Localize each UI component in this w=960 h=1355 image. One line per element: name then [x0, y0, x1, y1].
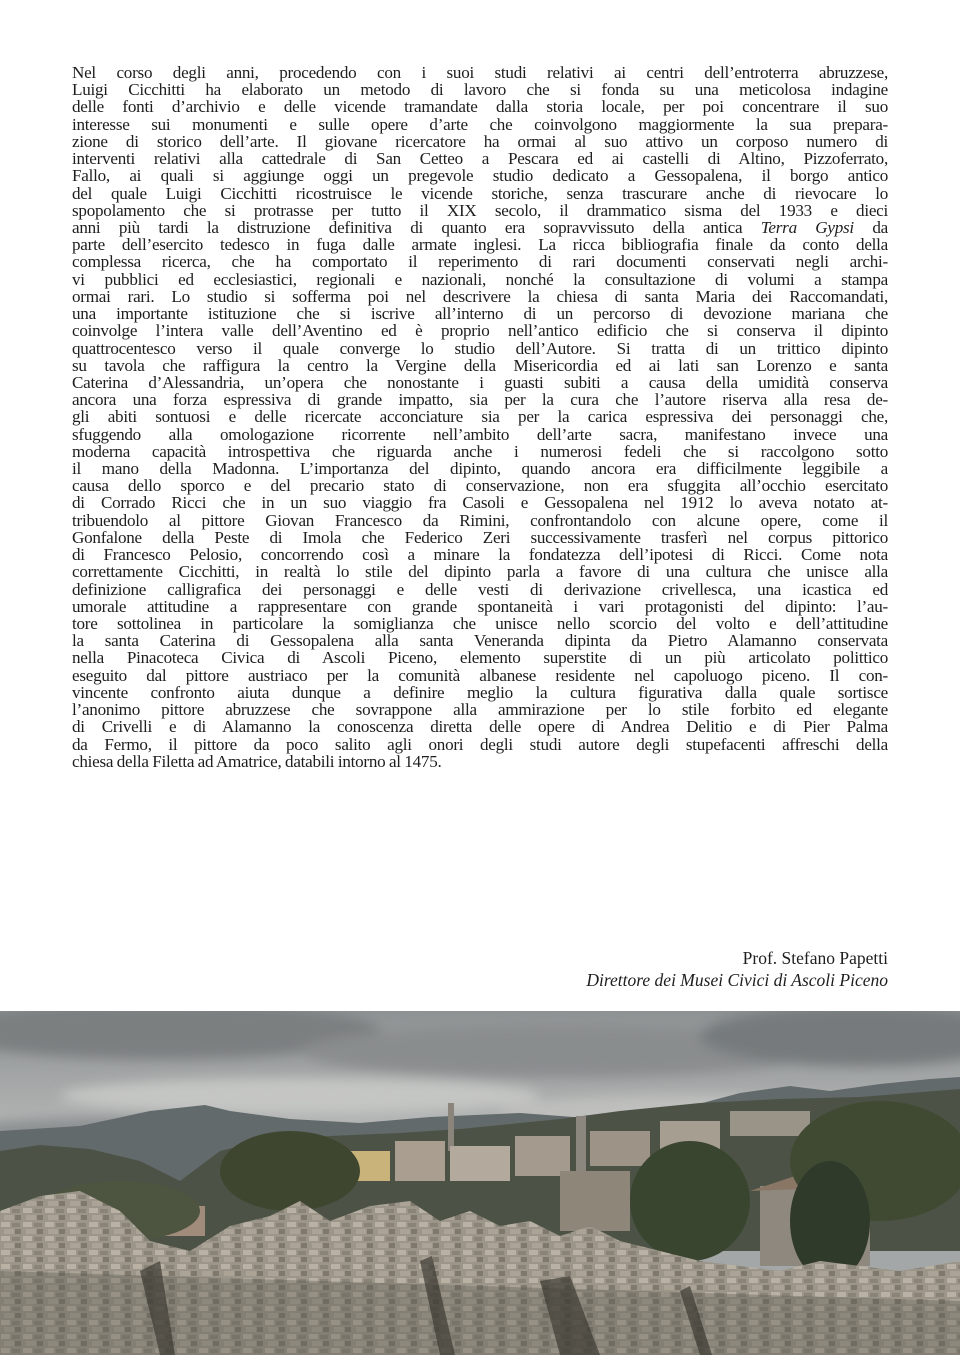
- text-line: Nel corso degli anni, procedendo con i suoi studi relativi ai centri dell’entroterra abruzzese,: [72, 63, 888, 82]
- text-line: zione di storico dell’arte. Il giovane ricercatore ha ormai al suo attivo un corposo numero di: [72, 131, 888, 151]
- text-line: Luigi Cicchitti ha elaborato un metodo di lavoro che si fonda su una meticolosa indagine: [72, 80, 888, 100]
- text-line: quattrocentesco verso il quale converge lo studio dell’Autore. Si tratta di un trittico dipinto: [72, 338, 888, 358]
- text-line: eseguito dal pittore austriaco per la comunità albanese residente nel capoluogo piceno. Il con-: [72, 665, 888, 685]
- text-line: vincente confronto aiuta dunque a definire meglio la cultura figurativa dalla quale sortisce: [72, 682, 888, 702]
- text-line: tore sottolinea in particolare la somiglianza che unisce nello scorcio del volto e dell’attitudine: [72, 614, 888, 633]
- text-line: Fallo, ai quali si aggiunge oggi un pregevole studio dedicato a Gessopalena, il borgo antico: [72, 166, 888, 186]
- text-line: causa dello sporco e del precario stato di conservazione, non era sfuggita all’occhio esercitato: [72, 476, 888, 496]
- text-line: umorale attitudine a rappresentare con grande spontaneità i vari protagonisti del dipinto: l’au-: [72, 596, 888, 616]
- text-line: il mano della Madonna. L’importanza del dipinto, quando ancora era difficilmente leggibile a: [72, 459, 888, 479]
- text-line: l’anonimo pittore abruzzese che sovrappone alla ammirazione per lo stile forbito ed elegante: [72, 700, 888, 720]
- text-line: interventi relativi alla cattedrale di San Cetteo a Pescara ed ai castelli di Altino, Pizzoferrato,: [72, 149, 888, 169]
- text-line: parte dell’esercito tedesco in fuga dalle armate inglesi. La ricca bibliografia finale da conto della: [72, 235, 888, 255]
- text-line: una importante istituzione che si iscrive all’interno di un percorso di devozione mariana che: [72, 304, 888, 324]
- text-line: su tavola che raffigura la centro la Vergine della Misericordia ed ai lati san Lorenzo e santa: [72, 355, 888, 375]
- text-line: definizione calligrafica dei personaggi e delle vesti di derivazione crivellesca, una icastica ed: [72, 579, 888, 599]
- text-line: tribuendolo al pittore Giovan Francesco da Rimini, confrontandolo con alcune opere, come il: [72, 510, 888, 530]
- text-line: ormai rari. Lo studio si sofferma poi nel descrivere la chiesa di santa Maria dei Raccomandati,: [72, 286, 888, 306]
- text-line: sfuggendo alla omologazione ricorrente nell’ambito dell’arte sacra, manifestano invece una: [72, 424, 888, 444]
- text-line: Caterina d’Alessandria, un’opera che nonostante i guasti subiti a causa della umidità conserva: [72, 372, 888, 392]
- text-line: di Crivelli e di Alamanno la conoscenza diretta delle opere di Andrea Delitio e di Pier Palma: [72, 717, 888, 737]
- article-body: [72, 64, 888, 770]
- text-segment: da: [853, 217, 888, 237]
- text-segment: anni più tardi la distruzione definitiva di quanto era sopravvissuto della antica: [72, 217, 761, 237]
- text-line: del quale Luigi Cicchitti ricostruisce le vicende storiche, senza trascurare anche di rievocare lo: [72, 183, 888, 203]
- text-line: chiesa della Filetta ad Amatrice, databili intorno al 1475.: [72, 751, 442, 771]
- text-line: di Francesco Pelosio, concorrendo così a minare la fondatezza dell’ipotesi di Ricci. Come nota: [72, 545, 888, 565]
- text-line: nella Pinacoteca Civica di Ascoli Piceno, elemento superstite di un più articolato polittico: [72, 648, 888, 668]
- signature-role: Direttore dei Musei Civici di Ascoli Piceno: [586, 970, 888, 990]
- text-line: ancora una forza espressiva di grande impatto, sia per la cura che l’autore riserva alla resa de-: [72, 390, 888, 410]
- text-line: interesse sui monumenti e sulle opere d’arte che coinvolgono maggiormente la sua prepara-: [72, 114, 888, 134]
- text-line: da Fermo, il pittore da poco salito agli onori degli studi autore degli stupefacenti affreschi della: [72, 734, 888, 754]
- text-line: vi pubblici ed ecclesiastici, regionali e nazionali, nonché la consultazione di volumi a stampa: [72, 269, 888, 289]
- text-line: la santa Caterina di Gessopalena alla santa Veneranda dipinta da Pietro Alamanno conservata: [72, 631, 888, 651]
- landscape-photo: [0, 1011, 960, 1355]
- landscape-photo-illustration: [0, 1011, 960, 1355]
- text-line: Gonfalone della Peste di Imola che Federico Zeri successivamente trasferì nel corpus pittorico: [72, 527, 888, 547]
- text-line: spopolamento che si protrasse per tutto il XIX secolo, il drammatico sisma del 1933 e dieci: [72, 200, 888, 220]
- text-line: moderna capacità introspettiva che riguarda anche i numerosi fedeli che si raccolgono sotto: [72, 441, 888, 461]
- italic-title: Terra Gypsi: [760, 217, 854, 237]
- text-line: coinvolge l’intera valle dell’Aventino ed è proprio nell’antico edificio che si conserva il dipinto: [72, 321, 888, 341]
- signature-block: [586, 947, 888, 991]
- text-line: correttamente Cicchitti, in realtà lo stile del dipinto parla a favore di una cultura che unisce alla: [72, 562, 888, 582]
- text-line: [72, 219, 888, 236]
- text-line: di Corrado Ricci che in un suo viaggio fra Casoli e Gessopalena nel 1912 lo aveva notato at-: [72, 493, 888, 513]
- text-line: delle fonti d’archivio e delle vicende tramandate dalla storia locale, per poi concentrare il suo: [72, 97, 888, 117]
- signature-name: Prof. Stefano Papetti: [742, 948, 888, 968]
- text-line: gli abiti sontuosi e delle ricercate acconciature sia per la carica espressiva dei personaggi che,: [72, 407, 888, 427]
- text-line: complessa ricerca, che ha comportato il reperimento di rari documenti conservati negli archi-: [72, 252, 888, 272]
